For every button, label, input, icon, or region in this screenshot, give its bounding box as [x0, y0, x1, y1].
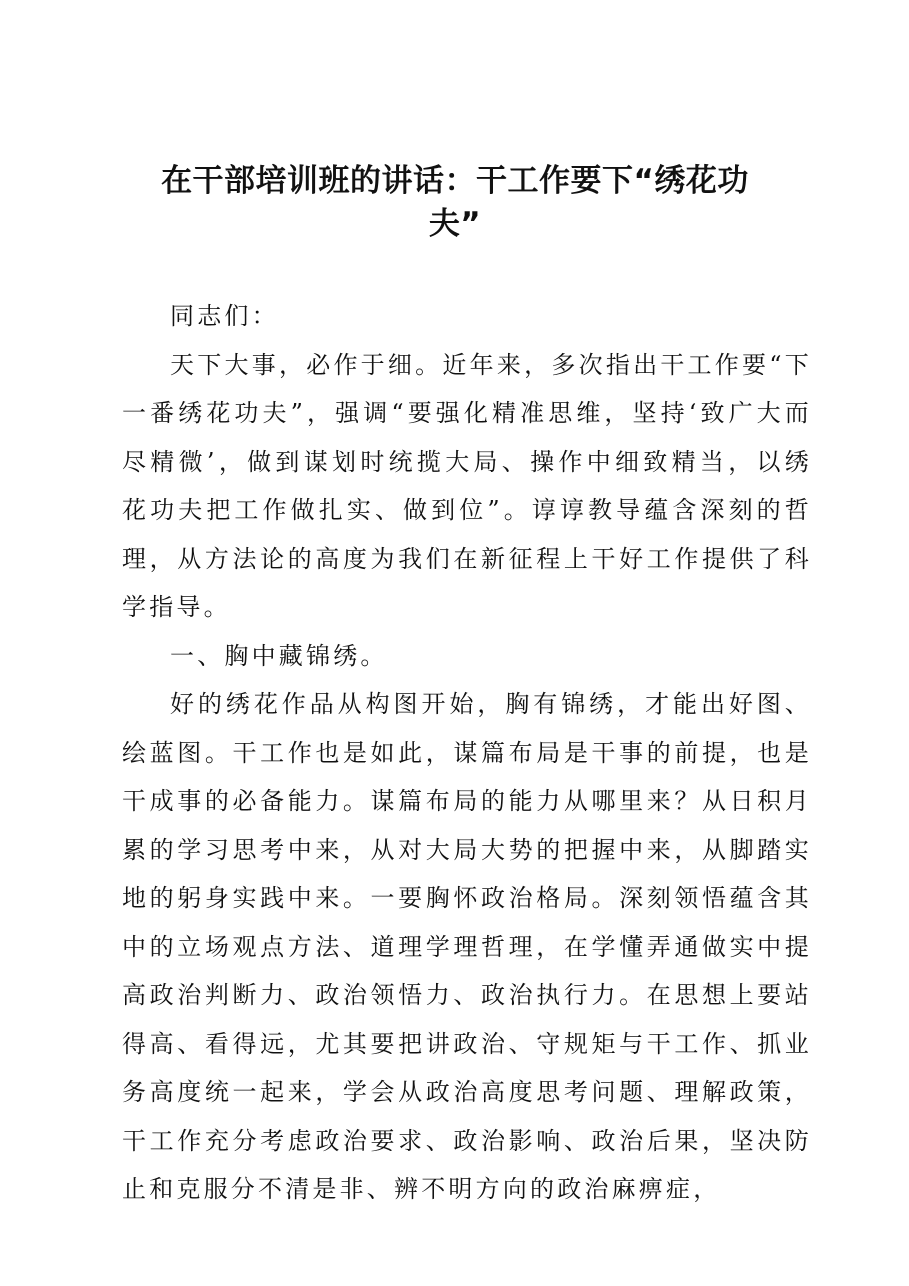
section-heading: 一、胸中藏锦绣。	[170, 641, 388, 670]
document-body	[122, 292, 812, 1214]
salutation-paragraph: 同志们：	[170, 302, 279, 330]
body-paragraph: 好的绣花作品从构图开始，胸有锦绣，才能出好图、绘蓝图。干工作也是如此，谋篇布局是干事的前提，也是干成事的必备能力。谋篇布局的能力从哪里来？从日积月累的学习思考中来，从对大局大势的把握中来，从脚踏实地的躬身实践中来。一要胸怀政治格局。深刻领悟蕴含其中的立场观点方法、道理学理哲理，在学懂弄通做实中提高政治判断力、政治领悟力、政治执行力。在思想上要站得高、看得远，尤其要把讲政治、守规矩与干工作、抓业务高度统一起来，学会从政治高度思考问题、理解政策，干工作充分考虑政治要求、政治影响、政治后果，坚决防止和克服分不清是非、辨不明方向的政治麻痹症，	[122, 690, 812, 1203]
document-title: 在干部培训班的讲话：干工作要下“绣花功夫”	[161, 163, 749, 242]
intro-paragraph: 天下大事，必作于细。近年来，多次指出干工作要“下一番绣花功夫”，强调“要强化精准思维，坚持‘致广大而尽精微’，做到谋划时统揽大局、操作中细致精当，以绣花功夫把工作做扎实、做到位”。谆谆教导蕴含深刻的哲理，从方法论的高度为我们在新征程上干好工作提供了科学指导。	[122, 350, 812, 621]
